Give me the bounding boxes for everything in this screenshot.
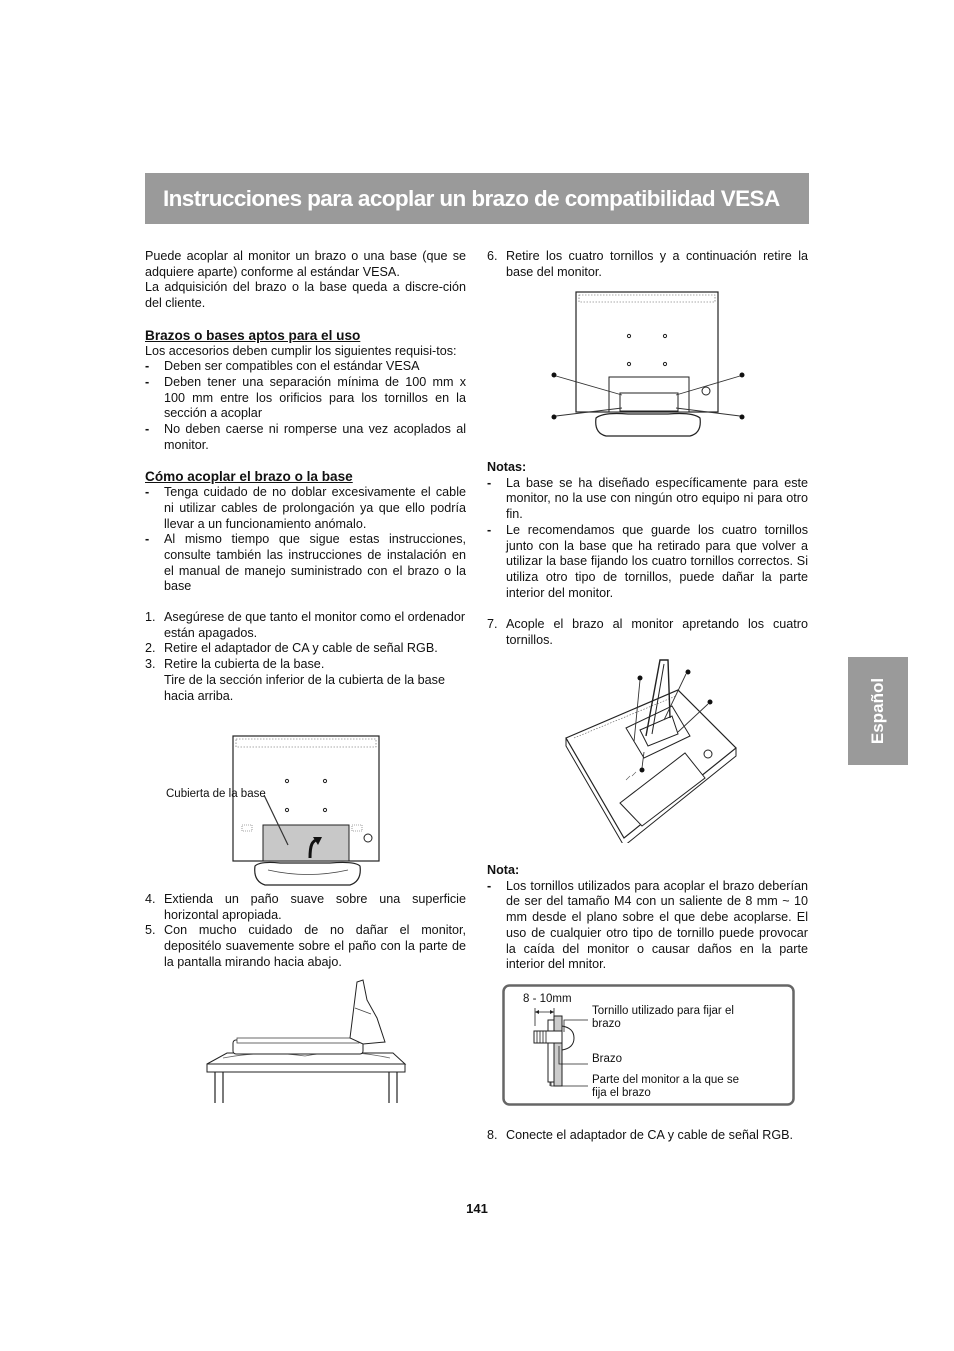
notes-1 <box>487 460 808 601</box>
figure-monitor-face-down <box>205 978 410 1106</box>
dimension-label: 8 - 10mm <box>523 993 572 1005</box>
list-item: - Tenga cuidado de no doblar excesivamente el cable ni utilizar cables de prolongación ya que ello podría llevar a un funcionamiento anómalo. <box>145 485 466 531</box>
label-monitor-part: Parte del monitor a la que se fija el brazo <box>592 1074 740 1099</box>
list-item: - Los tornillos utilizados para acoplar el brazo deberían de ser del tamaño M4 con un saliente de 8 mm ~ 10 mm desde el plano sobre el que debe acoplarse. El uso de cualquier otro tipo de tornillo puede provocar la caída del monitor o causar daños en la parte interior del mnitor. <box>487 878 808 972</box>
label-screw: Tornillo utilizado para fijar el brazo <box>592 1005 734 1030</box>
figure-base-cover <box>160 733 395 891</box>
step-item: 1. Asegúrese de que tanto el monitor como el ordenador están apagados. <box>145 610 466 640</box>
step-item: 5. Con mucho cuidado de no dañar el monitor, depositélo suavemente sobre el paño con la parte de la pantalla mirando hacia abajo. <box>145 923 466 969</box>
figure-label-base-cover: Cubierta de la base <box>166 788 266 800</box>
list-item: - Deben ser compatibles con el estándar VESA <box>145 359 420 374</box>
list-item: - No deben caerse ni romperse una vez acoplados al monitor. <box>145 422 466 452</box>
section-heading-how-to-attach: Cómo acoplar el brazo o la base <box>145 469 353 485</box>
step-item: 3. Retire la cubierta de la base. Tire de la sección inferior de la cubierta de la base hacia arriba. <box>145 657 445 703</box>
figure-attach-arm <box>560 658 740 843</box>
figure-remove-screws <box>548 290 748 440</box>
intro-paragraph-2: La adquisición del brazo o la base queda a discre-ción del cliente. <box>145 280 466 311</box>
list-item: - Deben tener una separación mínima de 100 mm x 100 mm entre los orificios para los tornillos en la sección a acoplar <box>145 374 466 421</box>
section1-text: Los accesorios deben cumplir los siguientes requisi-tos: <box>145 343 457 358</box>
notes-2 <box>487 863 808 973</box>
step-8 <box>487 1128 808 1144</box>
list-item: - Al mismo tiempo que sigue estas instrucciones, consulte también las instrucciones de instalación en el manual de manejo suministrado con el brazo o la base <box>145 532 466 594</box>
intro-paragraph-1: Puede acoplar al monitor un brazo o una base (que se adquiere aparte) conforme al estándar VESA. <box>145 249 466 279</box>
language-tab <box>848 657 908 765</box>
step-item: 8. Conecte el adaptador de CA y cable de señal RGB. <box>487 1128 794 1142</box>
page-number: 141 <box>466 1201 488 1216</box>
step-6 <box>487 249 808 280</box>
notes-heading: Notas: <box>487 460 527 474</box>
step-item: 6. Retire los cuatro tornillos y a continuación retire la base del monitor. <box>487 249 808 279</box>
step-item: 2. Retire el adaptador de CA y cable de señal RGB. <box>145 641 438 656</box>
page-title: Instrucciones para acoplar un brazo de compatibilidad VESA <box>145 173 809 224</box>
section-heading-suitable-arms: Brazos o bases aptos para el uso <box>145 327 361 343</box>
step-7 <box>487 617 808 648</box>
label-arm: Brazo <box>592 1053 623 1065</box>
note-heading: Nota: <box>487 863 520 877</box>
step-item: 7. Acople el brazo al monitor apretando los cuatro tornillos. <box>487 617 808 647</box>
list-item: - La base se ha diseñado específicamente para este monitor, no la use con ningún otro equipo ni para otro fin. <box>487 475 808 522</box>
left-column-top <box>145 249 466 704</box>
list-item: - Le recomendamos que guarde los cuatro tornillos junto con la base que ha retirado para que volver a utilizar la base fijando los cuatro tornillos correctos. Si utiliza otro tipo de tornillos, puede dañar la parte interior del monitor. <box>487 522 808 600</box>
step-item: 4. Extienda un paño suave sobre una superficie horizontal apropiada. <box>145 892 466 922</box>
language-tab-label: Español <box>868 677 887 745</box>
left-column-bottom <box>145 892 466 971</box>
